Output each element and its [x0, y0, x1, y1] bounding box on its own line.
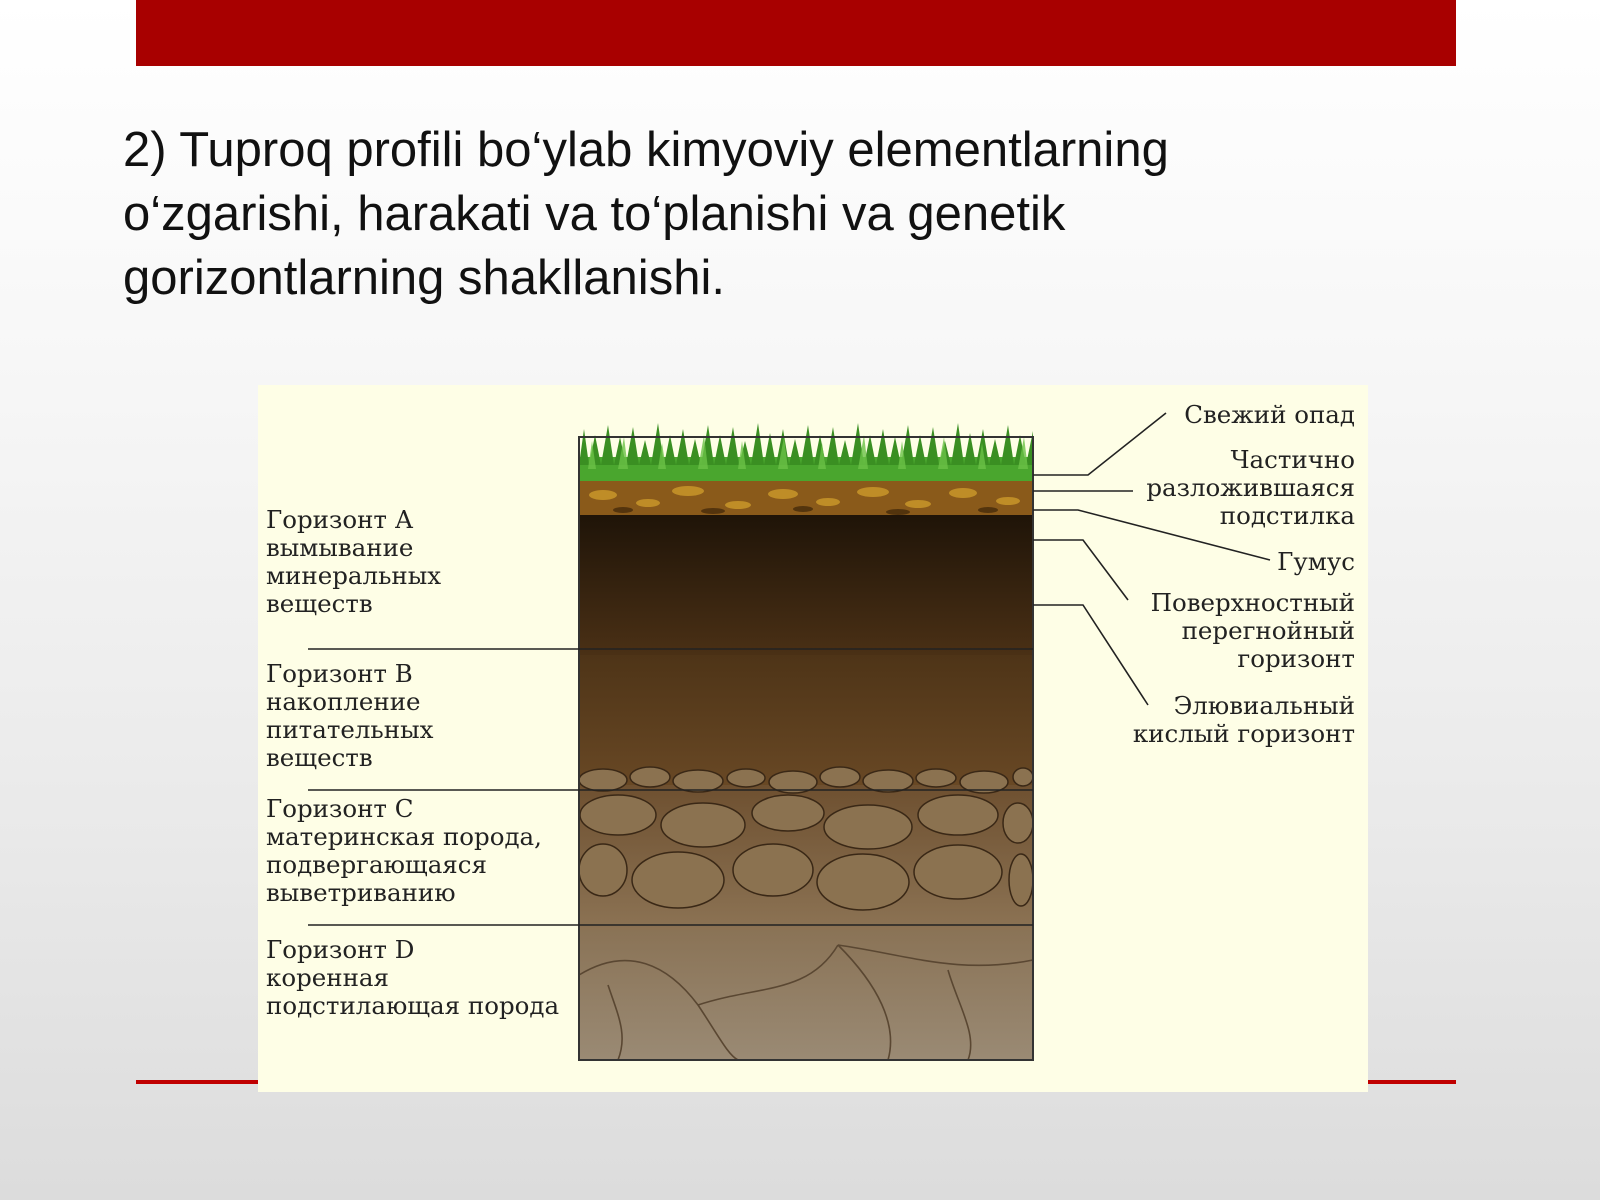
label-humus: Гумус: [1277, 547, 1355, 576]
label-fresh-litter: Свежий опад: [1184, 400, 1355, 429]
label-horizon-b-line: питательных: [266, 715, 434, 744]
label-horizon-c-line: выветриванию: [266, 878, 456, 907]
label-horizon-d-line: коренная: [266, 963, 389, 992]
horizon-d-layer: [579, 930, 1033, 1060]
label-surface-humus-line: горизонт: [1237, 644, 1355, 673]
humus-layer: [579, 515, 1033, 655]
label-horizon-d-title: Горизонт D: [266, 935, 415, 964]
label-eluvial-line: кислый горизонт: [1132, 719, 1355, 748]
label-surface-humus-line: перегнойный: [1181, 616, 1355, 645]
title-line-2: o‘zgarishi, harakati va to‘planishi va genetik: [123, 187, 1066, 241]
label-horizon-d-line: подстилающая порода: [266, 991, 560, 1020]
label-surface-humus-line: Поверхностный: [1150, 588, 1355, 617]
label-partial-litter-line: Частично: [1230, 445, 1355, 474]
soil-profile-figure: [258, 385, 1368, 1092]
label-horizon-b-title: Горизонт В: [266, 659, 413, 688]
label-horizon-b-line: веществ: [266, 743, 373, 772]
label-horizon-a-title: Горизонт А: [266, 505, 414, 534]
label-partial-litter-line: подстилка: [1219, 501, 1355, 530]
label-horizon-c-title: Горизонт С: [266, 794, 414, 823]
soil-profile-diagram: [258, 385, 1368, 1092]
title-line-1: 2) Tuproq profili bo‘ylab kimyoviy elementlarning: [123, 123, 1169, 177]
slide-title: [123, 118, 1423, 310]
label-horizon-a-line: вымывание: [266, 533, 414, 562]
label-partial-litter-line: разложившаяся: [1146, 473, 1355, 502]
label-horizon-c-line: подвергающаяся: [266, 850, 487, 879]
label-horizon-b-line: накопление: [266, 687, 421, 716]
label-eluvial-line: Элювиальный: [1173, 691, 1355, 720]
label-horizon-a-line: минеральных: [266, 561, 442, 590]
slide-header-bar: [136, 0, 1456, 66]
label-horizon-c-line: материнская порода,: [266, 822, 542, 851]
label-horizon-a-line: веществ: [266, 589, 373, 618]
soil-column: [579, 423, 1033, 1060]
title-line-3: gorizontlarning shakllanishi.: [123, 251, 725, 305]
